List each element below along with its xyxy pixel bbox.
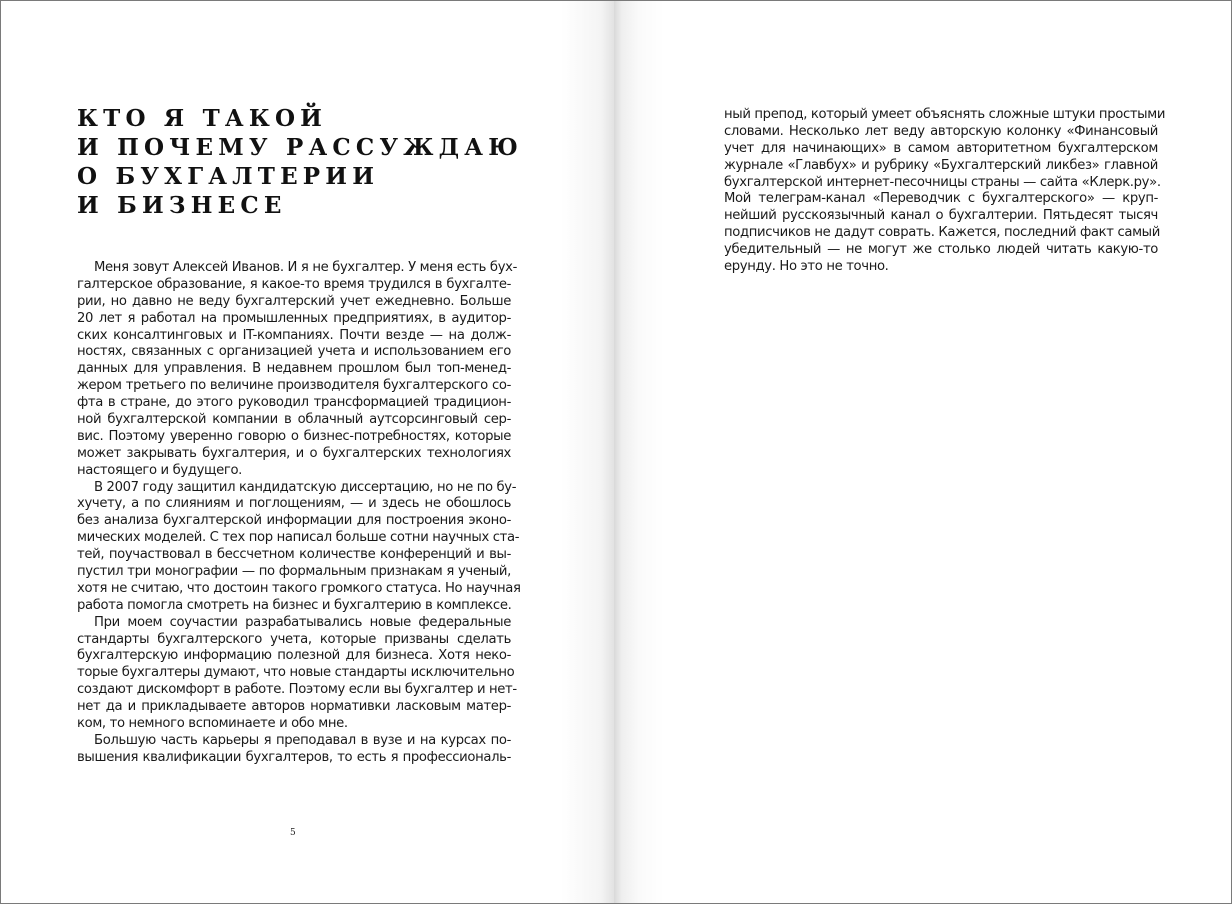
paragraph [77, 733, 511, 767]
left-page [1, 1, 614, 903]
text-line: рии, но давно не веду бухгалтерский учет ежедневно. Больше [77, 293, 511, 309]
text-line: тей, поучаствовал в бессчетном количестве конференций и вы- [77, 547, 511, 563]
text-line: мических моделей. С тех пор написал больше сотни научных ста- [77, 530, 520, 546]
text-line: При моем соучастии разрабатывались новые федеральные [94, 614, 511, 630]
text-line: стандарты бухгалтерского учета, которые призваны сделать [77, 631, 511, 647]
text-line: вышения квалификации бухгалтеров, то есть я профессиональ- [77, 749, 511, 765]
text-line: ских консалтинговых и IT-компаниях. Почти везде — на долж- [77, 327, 511, 343]
text-line: В 2007 году защитил кандидатскую диссертацию, но не по бу- [94, 479, 517, 495]
text-line: без анализа бухгалтерской информации для построения эконо- [77, 513, 511, 529]
text-line: словами. Несколько лет веду авторскую колонку «Финансовый [724, 123, 1158, 139]
text-line: может закрывать бухгалтерия, и о бухгалтерских технологиях [77, 445, 511, 461]
text-line: Большую часть карьеры я преподавал в вузе и на курсах по- [94, 732, 511, 748]
text-line: Меня зовут Алексей Иванов. И я не бухгалтер. У меня есть бух- [94, 260, 518, 275]
title-line: КТО Я ТАКОЙ [77, 105, 328, 132]
text-line: убедительный — не могут же столько людей читать какую-то [724, 242, 1158, 258]
text-line: ный препод, который умеет объяснять сложные штуки простыми [724, 107, 1166, 122]
paragraph [77, 479, 521, 615]
text-line: настоящего и будущего. [77, 462, 243, 478]
text-line: вис. Поэтому уверенно говорю о бизнес-потребностях, которые [77, 428, 511, 444]
text-line: галтерское образование, я какое-то время трудился в бухгалте- [77, 276, 511, 292]
text-line: данных для управления. В недавнем прошлом был топ-менед- [77, 361, 511, 377]
text-line: нейший русскоязычный канал о бухгалтерии. Пятьдесят тысяч [724, 208, 1158, 224]
text-line: хучету, а по слияниям и поглощениям, — и здесь не обошлось [77, 496, 511, 512]
text-line: создают дискомфорт в работе. Поэтому если вы бухгалтер и нет- [77, 682, 517, 698]
text-line: ерунду. Но это не точно. [724, 259, 889, 275]
text-line: ком, то немного вспоминаете и обо мне. [77, 716, 348, 732]
title-line: И БИЗНЕСЕ [77, 192, 287, 219]
text-line: хотя не считаю, что достоин такого громкого статуса. Но научная [77, 580, 521, 596]
chapter-title [77, 104, 523, 220]
paragraph [77, 260, 518, 480]
text-line: 20 лет я работал на промышленных предприятиях, в аудитор- [77, 310, 511, 326]
text-line: бухгалтерской интернет-песочницы страны — сайта «Клерк.ру». [724, 174, 1161, 190]
text-line: ной бухгалтерской компании в облачный аутсорсинговый сер- [77, 412, 511, 428]
right-body-text [724, 107, 1166, 276]
page-number: 5 [290, 828, 296, 838]
text-line: нет да и прикладываете авторов нормативки ласковым матер- [77, 699, 511, 715]
title-line: О БУХГАЛТЕРИИ [77, 163, 380, 190]
paragraph [724, 107, 1166, 276]
text-line: работа помогла смотреть на бизнес и бухгалтерию в комплексе. [77, 597, 512, 613]
title-line: И ПОЧЕМУ РАССУЖДАЮ [77, 134, 524, 161]
text-line: журнале «Главбух» и рубрику «Бухгалтерский ликбез» главной [724, 157, 1158, 173]
text-line: пустил три монографии — по формальным признакам я ученый, [77, 564, 511, 580]
text-line: жером третьего по величине производителя бухгалтерского со- [77, 378, 511, 394]
text-line: фта в стране, до этого руководил трансформацией традицион- [77, 395, 511, 411]
text-line: подписчиков не дадут соврать. Кажется, последний факт самый [724, 225, 1160, 241]
left-body-text [77, 260, 521, 767]
right-page [614, 1, 1231, 903]
text-line: ностях, связанных с организацией учета и использованием его [77, 344, 511, 360]
paragraph [77, 614, 517, 733]
text-line: бухгалтерскую информацию полезной для бизнеса. Хотя неко- [77, 648, 511, 664]
text-line: Мой телеграм-канал «Переводчик с бухгалтерского» — круп- [724, 191, 1158, 207]
text-line: торые бухгалтеры думают, что новые стандарты исключительно [77, 665, 515, 681]
text-line: учет для начинающих» в самом авторитетном бухгалтерском [724, 140, 1158, 156]
